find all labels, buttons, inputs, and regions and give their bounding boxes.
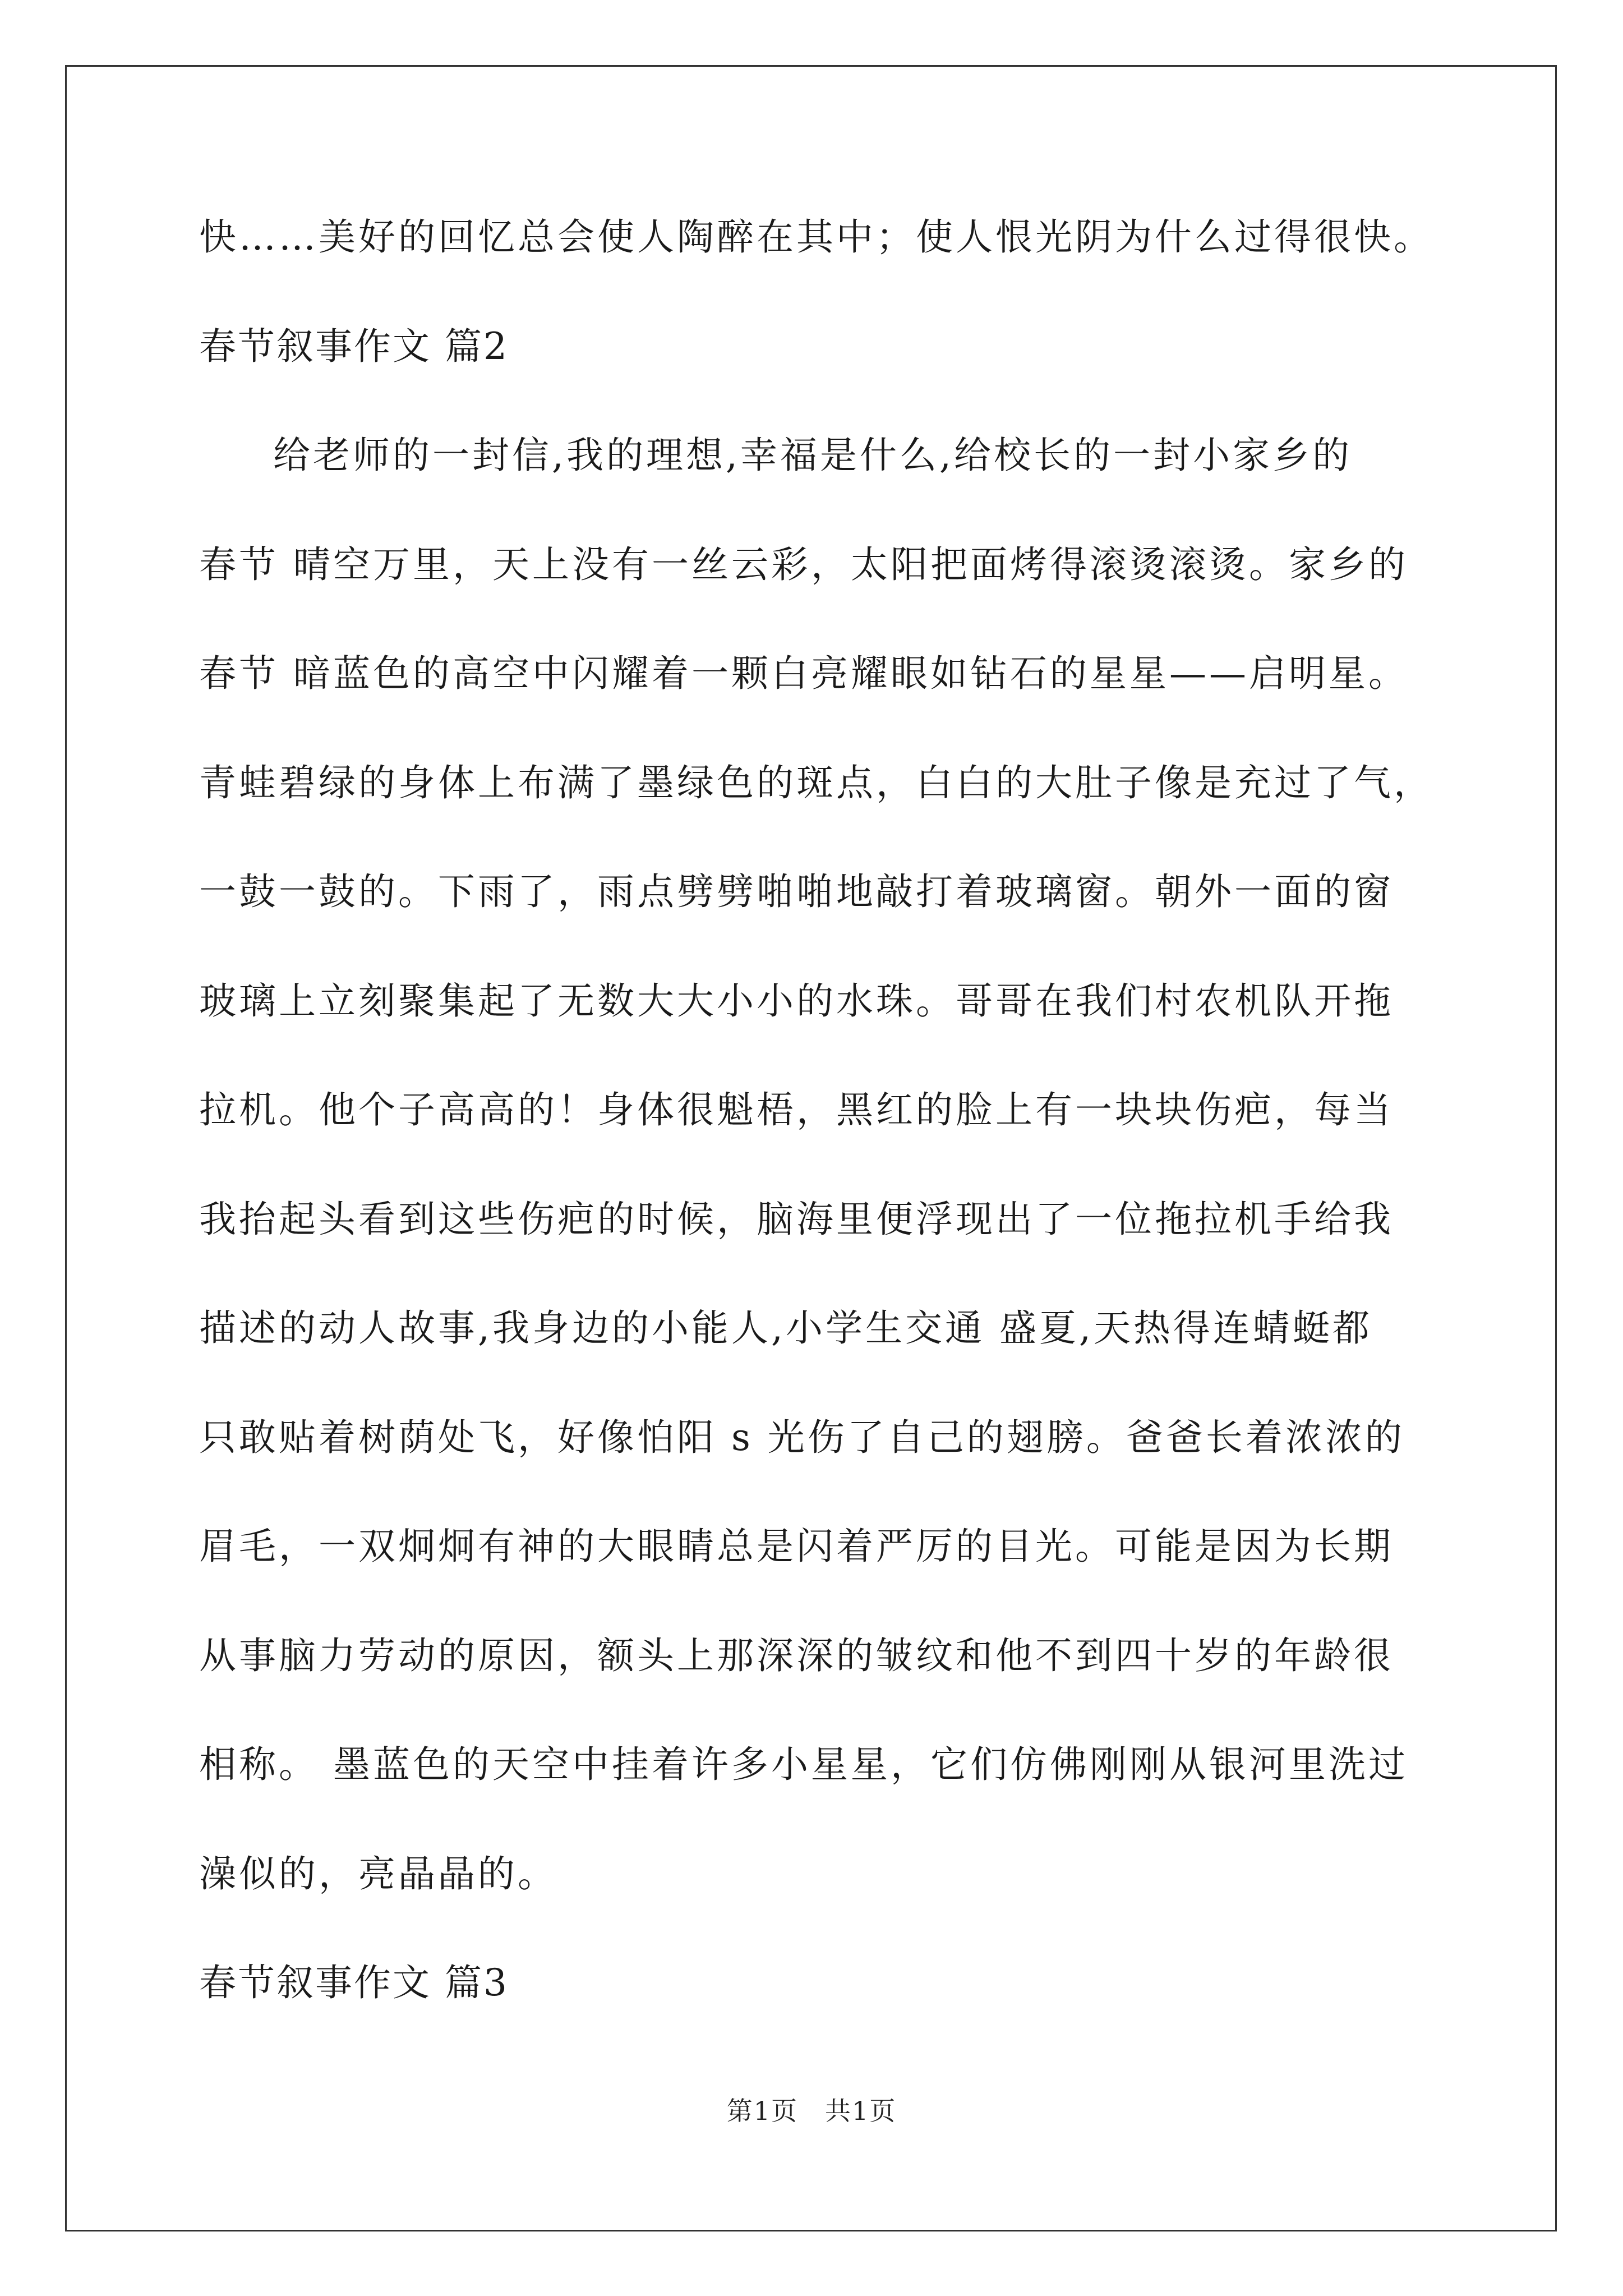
paragraph-line: 澡似的，亮晶晶的。 [199, 1852, 557, 1895]
paragraph-line: 一鼓一鼓的。下雨了，雨点劈劈啪啪地敲打着玻璃窗。朝外一面的窗 [199, 870, 1394, 913]
paragraph-line: 春节 暗蓝色的高空中闪耀着一颗白亮耀眼如钻石的星星——启明星。 [199, 652, 1408, 695]
paragraph-line: 眉毛，一双炯炯有神的大眼睛总是闪着严厉的目光。可能是因为长期 [199, 1525, 1394, 1568]
paragraph-line: 从事脑力劳动的原因，额头上那深深的皱纹和他不到四十岁的年龄很 [199, 1634, 1394, 1677]
paragraph-line: 给老师的一封信,我的理想,幸福是什么,给校长的一封小家乡的 [273, 434, 1352, 477]
paragraph-line: 快……美好的回忆总会使人陶醉在其中；使人恨光阴为什么过得很快。 [199, 215, 1433, 259]
section-heading: 春节叙事作文 篇3 [199, 1961, 509, 2004]
document-body [199, 215, 1433, 2074]
paragraph-line: 我抬起头看到这些伤疤的时候，脑海里便浮现出了一位拖拉机手给我 [199, 1197, 1394, 1241]
paragraph-line: 只敢贴着树荫处飞，好像怕阳 s 光伤了自己的翅膀。爸爸长着浓浓的 [199, 1415, 1405, 1459]
paragraph-line: 描述的动人故事,我身边的小能人,小学生交通 盛夏,天热得连蜻蜓都 [199, 1306, 1372, 1350]
section-heading: 春节叙事作文 篇2 [199, 324, 509, 368]
paragraph-line: 拉机。他个子高高的！身体很魁梧，黑红的脸上有一块块伤疤，每当 [199, 1088, 1394, 1131]
paragraph-line: 青蛙碧绿的身体上布满了墨绿色的斑点，白白的大肚子像是充过了气， [199, 761, 1433, 804]
paragraph-line: 相称。 墨蓝色的天空中挂着许多小星星，它们仿佛刚刚从银河里洗过 [199, 1743, 1408, 1786]
page-number: 第1页 共1页 [726, 2096, 897, 2126]
paragraph-line: 春节 晴空万里，天上没有一丝云彩，太阳把面烤得滚烫滚烫。家乡的 [199, 542, 1408, 586]
paragraph-line: 玻璃上立刻聚集起了无数大大小小的水珠。哥哥在我们村农机队开拖 [199, 979, 1394, 1023]
